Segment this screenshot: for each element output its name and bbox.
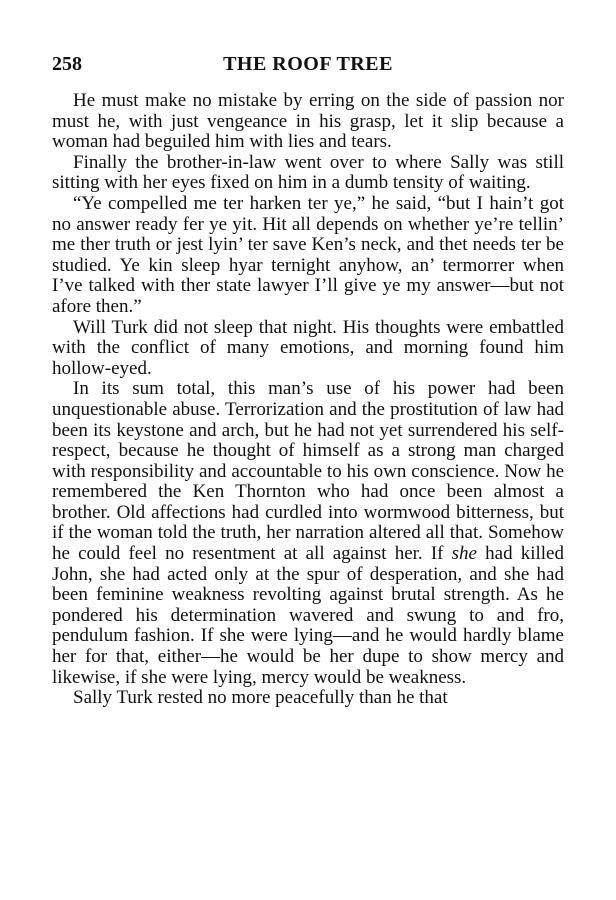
paragraph: Finally the brother-in-law went over to where Sally was still sitting with her eyes fixed on him in a dumb tensity of waiting. xyxy=(52,151,564,194)
emphasized-word: she xyxy=(451,543,477,565)
page-header xyxy=(52,52,564,78)
paragraph: Will Turk did not sleep that night. His thoughts were embattled with the conflict of many emotions, and morning found him hollow-eyed. xyxy=(52,316,564,379)
running-title: THE ROOF TREE xyxy=(223,53,393,75)
paragraph xyxy=(52,379,564,688)
paragraph: Sally Turk rested no more peacefully than he that xyxy=(73,687,448,709)
paragraph: He must make no mistake by erring on the side of passion nor must he, with just vengeance in his grasp, let it slip because a woman had beguiled him with lies and tears. xyxy=(52,90,564,153)
page-number: 258 xyxy=(52,53,82,75)
paragraph-text: In its sum total, this man’s use of his power had been unquestionable abuse. Terrorization and the prostitution of law had been its keystone and arch, but he had not yet surrendered his self-respect, because he thought of himself as a strong man charged with responsibility and accountable to his own conscience. Now he remembered the Ken Thornton who had once been almost a brother. Old affections had curdled into wormwood bitterness, but if the woman told the truth, her narration altered all that. Somehow he could feel no resentment at all against her. If xyxy=(52,378,564,565)
paragraph-text: had killed John, she had acted only at the spur of desperation, and she had been feminine weakness revolting against brutal strength. As he pondered his determination wavered and swung to and fro, pendulum fashion. If she were lying—and he would hardly blame her for that, either—he would be her dupe to show mercy and likewise, if she were lying, mercy would be weakness. xyxy=(52,543,564,688)
body-text xyxy=(52,91,564,709)
paragraph: “Ye compelled me ter harken ter ye,” he said, “but I hain’t got no answer ready fer ye yit. Hit all depends on whether ye’re tellin’ me ther truth or jest lyin’ ter save Ken’s neck, and thet needs ter be studied. Ye kin sleep hyar ternight anyhow, an’ termorrer when I’ve talked with ther state lawyer I’ll give ye my answer—but not afore then.” xyxy=(52,192,564,317)
